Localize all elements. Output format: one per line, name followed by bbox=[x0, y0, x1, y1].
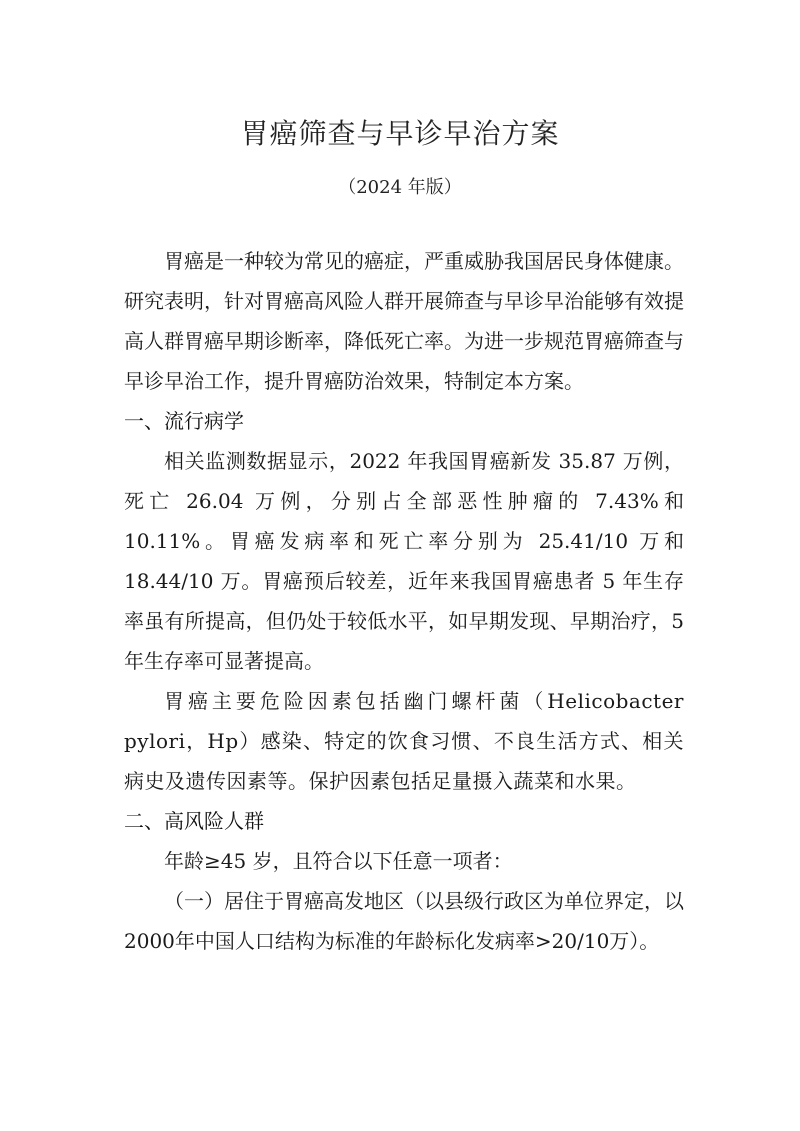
high-risk-criteria: 年龄≥45 岁，且符合以下任意一项者： bbox=[164, 849, 513, 873]
epidemiology-paragraph-2: 胃癌主要危险因素包括幽门螺杆菌（Helicobacter pylori，Hp）感染、特定的饮食习惯、不良生活方式、相关病史及遗传因素等。保护因素包括足量摄入蔬菜和水果。 bbox=[124, 689, 684, 793]
document-body bbox=[124, 241, 684, 961]
intro-paragraph: 胃癌是一种较为常见的癌症，严重威胁我国居民身体健康。研究表明，针对胃癌高风险人群开展筛查与早诊早治能够有效提高人群胃癌早期诊断率，降低死亡率。为进一步规范胃癌筛查与早诊早治工作，提升胃癌防治效果，特制定本方案。 bbox=[124, 249, 684, 393]
section-heading-high-risk: 二、高风险人群 bbox=[124, 809, 264, 833]
document-title: 胃癌筛查与早诊早治方案 bbox=[240, 117, 560, 150]
high-risk-item-1: （一）居住于胃癌高发地区（以县级行政区为单位界定，以2000年中国人口结构为标准的年龄标化发病率>20/10万）。 bbox=[124, 889, 684, 953]
epidemiology-paragraph-1: 相关监测数据显示，2022 年我国胃癌新发 35.87 万例，死亡 26.04 万例，分别占全部恶性肿瘤的 7.43%和 10.11%。胃癌发病率和死亡率分别为 25.41/10 万和 18.44/10 万。胃癌预后较差，近年来我国胃癌患者 5 年生存率虽有所提高，但仍处于较低水平，如早期发现、早期治疗，5 年生存率可显著提高。 bbox=[124, 449, 684, 673]
document-subtitle: （2024 年版） bbox=[338, 177, 462, 198]
section-heading-epidemiology: 一、流行病学 bbox=[124, 409, 244, 433]
